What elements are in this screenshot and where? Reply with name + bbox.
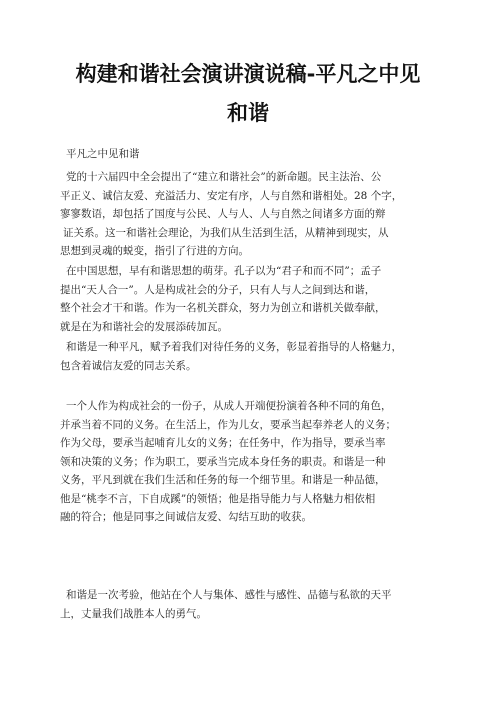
paragraph-3 [60, 338, 446, 375]
paragraph-line: 融的符合；他是同事之间诚信友爱、勾结互助的收获。 [60, 511, 312, 523]
paragraph-5 [60, 586, 446, 623]
document-title-line2: 和谐 [227, 101, 269, 125]
paragraph-line: 并承当着不同的义务。在生活上，作为儿女，要承当起奉养老人的义务； [60, 418, 396, 431]
paragraph-line: 一个人作为构成社会的一份子，从成人开端便扮演着各种不同的角色， [66, 400, 392, 412]
paragraph-line: 在中国思想，早有和谐思想的萌芽。孔子以为“君子和而不同”；孟子 [66, 265, 382, 277]
paragraph-4 [60, 397, 446, 527]
paragraph-line: 和谐是一种平凡，赋予着我们对待任务的义务，彰显着指导的人格魅力， [66, 341, 402, 353]
paragraph-line: 作为父母，要承当起哺育儿女的义务；在任务中，作为指导，要承当率 [60, 437, 386, 449]
paragraph-line: 就是在为和谐社会的发展添砖加瓦。 [60, 320, 228, 333]
paragraph-2 [60, 262, 446, 336]
paragraph-line: 包含着诚信友爱的同志关系。 [60, 359, 197, 372]
paragraph-line: 党的十六届四中全会提出了“建立和谐社会”的新命题。民主法治、公 [66, 171, 382, 183]
paragraph-line: 平正义、诚信友爱、充溢活力、安定有序，人与自然和谐相处。28 个字， [60, 189, 403, 202]
paragraph-line: 证关系。这一和谐社会理论，为我们从生活到生活，从精神到现实，从 [63, 226, 389, 239]
paragraph-line: 寥寥数语，却包括了国度与公民、人与人、人与自然之间诸多方面的辩 [60, 208, 386, 220]
paragraph-1 [60, 168, 446, 261]
paragraph-line: 上，丈量我们战胜本人的勇气。 [60, 607, 207, 620]
document-title-line1: 构建和谐社会演讲演说稿-平凡之中见 [75, 62, 421, 86]
paragraph-line: 提出“天人合一”。人是构成社会的分子，只有人与人之间到达和谐， [60, 283, 376, 296]
paragraph-line: 和谐是一次考验，他站在个人与集体、感性与感性、品德与私欲的天平 [66, 589, 392, 601]
document-subtitle: 平凡之中见和谐 [66, 148, 140, 160]
paragraph-line: 他是“桃李不言，下自成蹊”的领悟；他是指导能力与人格魅力相依相 [60, 492, 376, 505]
paragraph-line: 思想到灵魂的蜕变，指引了行进的方向。 [60, 245, 249, 257]
paragraph-line: 义务，平凡到就在我们生活和任务的每一个细节里。和谐是一种品德， [60, 474, 386, 486]
paragraph-line: 领和决策的义务；作为职工，要承当完成本身任务的职责。和谐是一种 [60, 455, 386, 468]
paragraph-line: 整个社会才干和谐。作为一名机关群众，努力为创立和谐机关做奉献， [60, 302, 386, 314]
